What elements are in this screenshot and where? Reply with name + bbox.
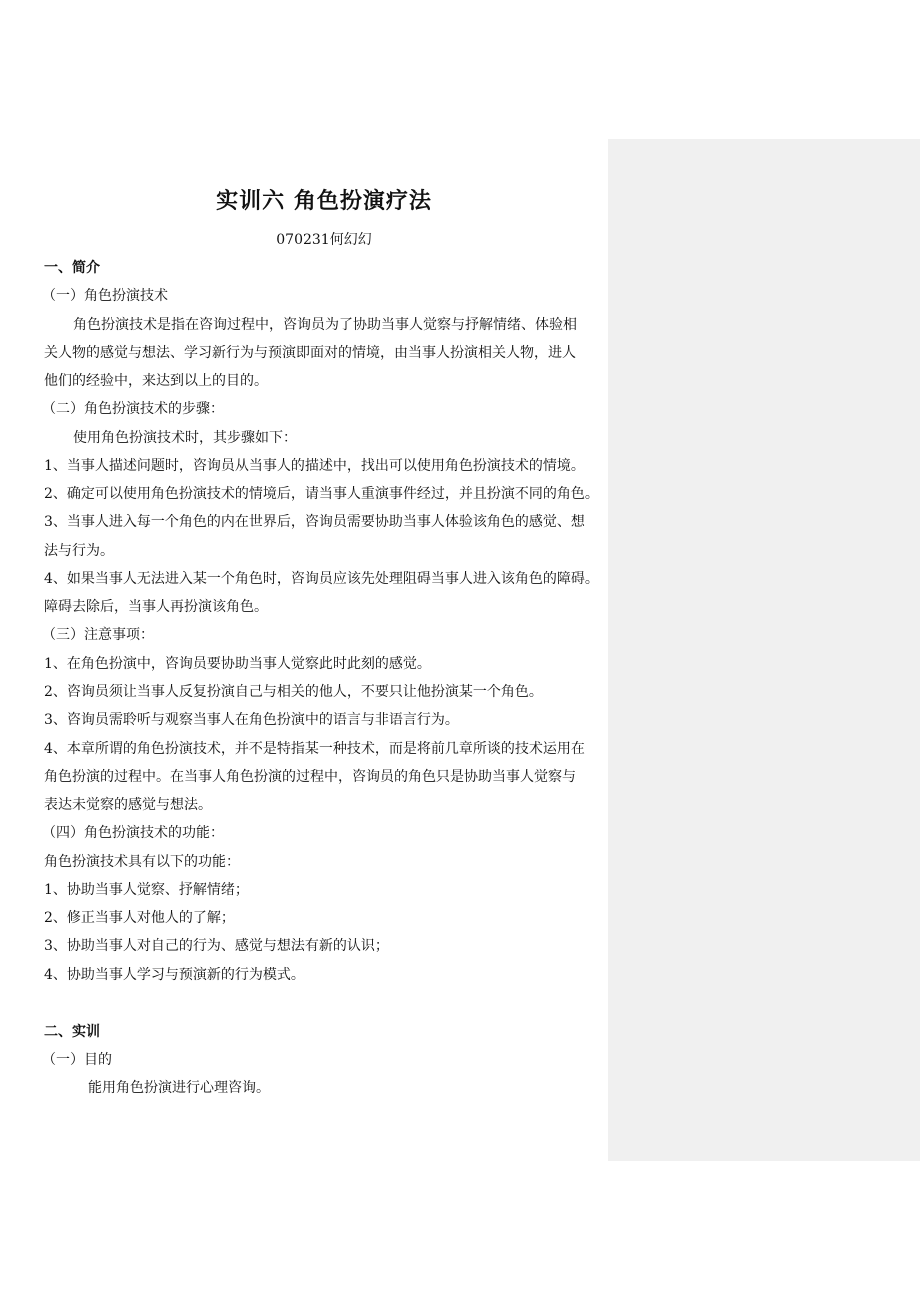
subsection-title-purpose: （一）目的 <box>42 1052 112 1068</box>
paragraph-line: 他们的经验中，来达到以上的目的。 <box>44 373 268 389</box>
subsection-title-functions: （四）角色扮演技术的功能： <box>42 825 224 841</box>
list-item: 4、协助当事人学习与预演新的行为模式。 <box>44 967 305 983</box>
list-item: 4、如果当事人无法进入某一个角色时，咨询员应该先处理阻碍当事人进入该角色的障碍。 <box>44 571 599 587</box>
list-item: 1、协助当事人觉察、抒解情绪； <box>44 882 249 898</box>
list-item: 角色扮演的过程中。在当事人角色扮演的过程中，咨询员的角色只是协助当事人觉察与 <box>44 769 576 785</box>
comment-pane <box>608 139 920 1161</box>
section-heading-training: 二、实训 <box>44 1024 100 1040</box>
list-item: 2、修正当事人对他人的了解； <box>44 910 235 926</box>
list-item: 1、在角色扮演中，咨询员要协助当事人觉察此时此刻的感觉。 <box>44 656 431 672</box>
subsection-title-technique: （一）角色扮演技术 <box>42 288 168 304</box>
list-item: 障碍去除后，当事人再扮演该角色。 <box>44 599 268 615</box>
list-item: 2、咨询员须让当事人反复扮演自己与相关的他人，不要只让他扮演某一个角色。 <box>44 684 543 700</box>
list-item: 3、协助当事人对自己的行为、感觉与想法有新的认识； <box>44 938 389 954</box>
paragraph-line: 关人物的感觉与想法、学习新行为与预演即面对的情境，由当事人扮演相关人物，进人 <box>44 345 576 361</box>
paragraph-line: 能用角色扮演进行心理咨询。 <box>88 1080 270 1096</box>
list-item: 4、本章所谓的角色扮演技术，并不是特指某一种技术，而是将前几章所谈的技术运用在 <box>44 741 585 757</box>
subsection-title-steps: （二）角色扮演技术的步骤： <box>42 401 224 417</box>
section-heading-intro: 一、简介 <box>44 260 100 276</box>
list-item: 3、咨询员需聆听与观察当事人在角色扮演中的语言与非语言行为。 <box>44 712 459 728</box>
list-item: 3、当事人进入每一个角色的内在世界后，咨询员需要协助当事人体验该角色的感觉、想 <box>44 514 585 530</box>
subsection-title-notes: （三）注意事项： <box>42 627 154 643</box>
paragraph-line: 使用角色扮演技术时，其步骤如下： <box>73 430 297 446</box>
list-item: 表达未觉察的感觉与想法。 <box>44 797 212 813</box>
document-title: 实训六 角色扮演疗法 <box>216 188 432 214</box>
list-item: 2、确定可以使用角色扮演技术的情境后，请当事人重演事件经过，并且扮演不同的角色。 <box>44 486 599 502</box>
paragraph-line: 角色扮演技术具有以下的功能： <box>44 854 240 870</box>
list-item: 1、当事人描述问题时，咨询员从当事人的描述中，找出可以使用角色扮演技术的情境。 <box>44 458 585 474</box>
author-line: 070231何幻幻 <box>276 232 372 248</box>
paragraph-line: 角色扮演技术是指在咨询过程中，咨询员为了协助当事人觉察与抒解情绪、体验相 <box>73 317 577 333</box>
list-item: 法与行为。 <box>44 543 114 559</box>
